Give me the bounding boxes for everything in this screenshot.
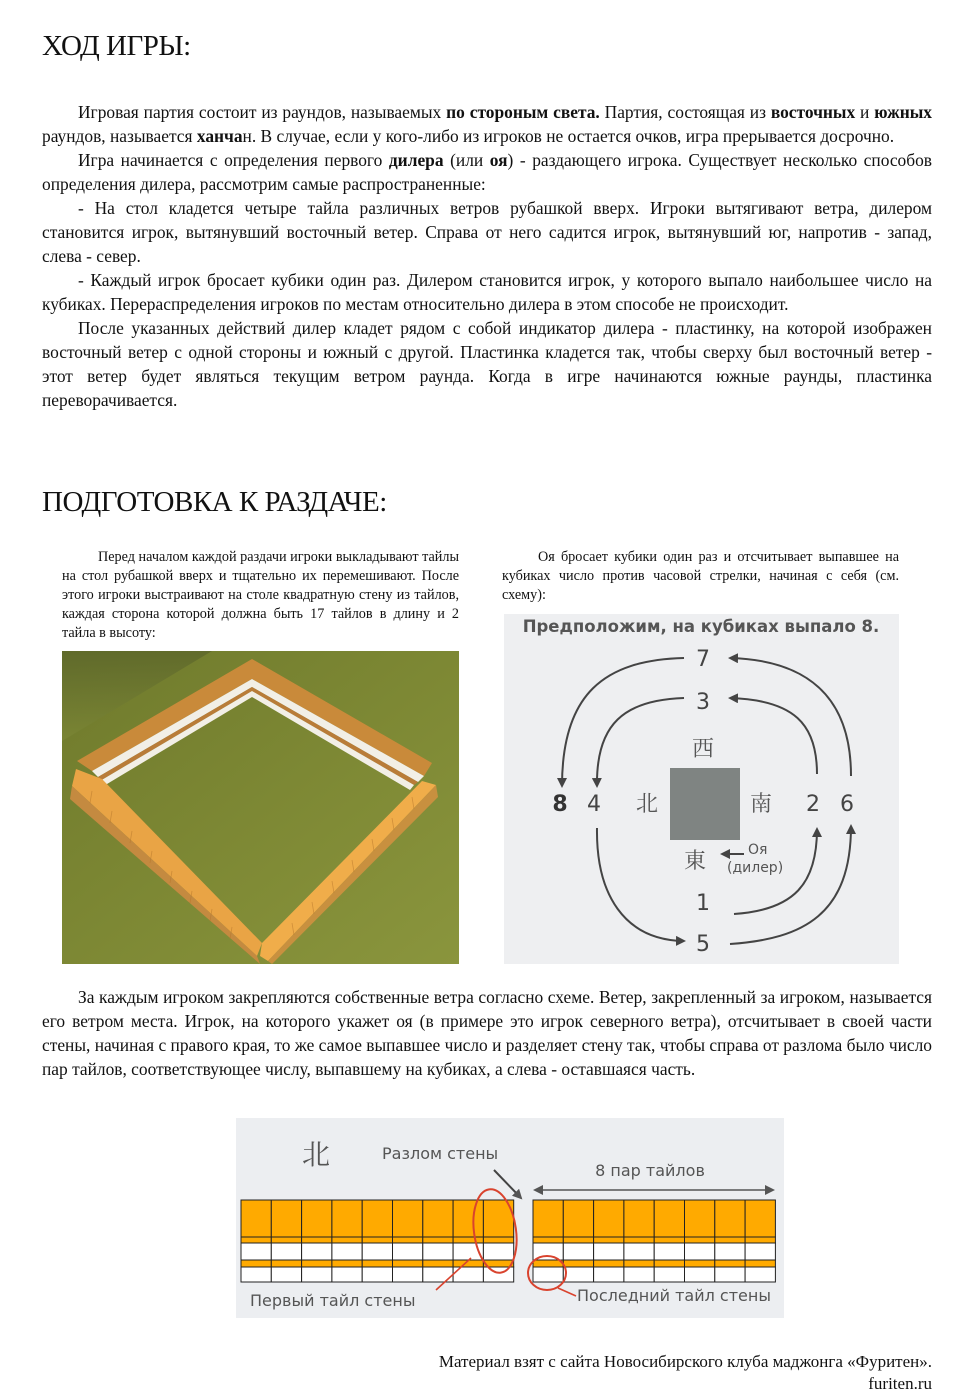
- tile-wall-photo: [62, 651, 459, 964]
- right-tile-column: [594, 1200, 624, 1282]
- left-tile-column: [393, 1200, 423, 1282]
- last-tile-pointer: [558, 1288, 576, 1296]
- paragraph-indicator: После указанных действий дилер кладет рядом с собой индикатор дилера - пластинку, на которой изображен восточный ветер с одной стороны и южный с другой. Пластинка кладется так, чтобы сверху был восточный ветер - этот ветер будет являться текущим ветром раунда. Когда в игре начинаются южные раунды, пластинка переворачивается.: [42, 318, 932, 410]
- count-4: 4: [587, 792, 601, 817]
- paragraph-dealer: Игра начинается с определения первого дилера (или оя) - раздающего игрока. Существует несколько способов определения дилера, рассмотрим самые распространенные:: [42, 150, 933, 194]
- right-tile-column: [685, 1200, 715, 1282]
- right-tile-column: [745, 1200, 775, 1282]
- count-8: 8: [552, 792, 568, 817]
- arrow-6-to-7: [730, 658, 851, 776]
- dice-diagram-title: Предположим, на кубиках выпало 8.: [522, 617, 880, 636]
- source-site: furiten.ru: [868, 1374, 932, 1393]
- table-square: [670, 768, 740, 840]
- paragraph-rounds: Игровая партия состоит из раундов, называемых по стороным света. Партия, состоящая из восточных и южных раундов, называется ханчан. В случае, если у кого-либо из игроков не остается очков, игра прерывается досрочно.: [42, 102, 932, 146]
- count-7: 7: [696, 647, 710, 672]
- break-arrow: [494, 1170, 521, 1198]
- section-title-game-flow: ХОД ИГРЫ:: [42, 30, 191, 62]
- paragraph-method-tiles: - На стол кладется четыре тайла различных ветров рубашкой вверх. Игроки вытягивают ветра, дилером становится игрок, вытянувший восточный ветер. Справа от него садится игрок, вытянувший юг, напротив - запад, слева - север.: [42, 198, 932, 266]
- dealer-label-oya: Оя: [748, 842, 768, 858]
- left-tile-column: [423, 1200, 453, 1282]
- left-tile-column: [483, 1200, 513, 1282]
- count-6: 6: [840, 792, 854, 817]
- count-1: 1: [696, 891, 710, 916]
- caption-wall-build: Перед началом каждой раздачи игроки выкладывают тайлы на стол рубашкой вверх и тщательно их перемешивают. После этого игроки выстраивают на столе квадратную стену из тайлов, каждая сторона которой должна быть 17 тайлов в длину и 2 тайла в высоту:: [62, 549, 459, 641]
- wind-east: 東: [683, 849, 707, 874]
- left-tile-column: [332, 1200, 362, 1282]
- right-tile-column: [624, 1200, 654, 1282]
- source-credit: [439, 1351, 932, 1395]
- dice-count-diagram-graphic: [504, 614, 899, 964]
- count-3: 3: [696, 690, 710, 715]
- pairs-label: 8 пар тайлов: [595, 1161, 705, 1180]
- arrow-2-to-3: [730, 698, 817, 774]
- arrow-7-to-8: [562, 658, 684, 786]
- last-tile-label: Последний тайл стены: [577, 1286, 771, 1305]
- wall-left-section: [241, 1200, 514, 1282]
- right-tile-column: [654, 1200, 684, 1282]
- right-tile-column: [715, 1200, 745, 1282]
- left-tile-column: [362, 1200, 392, 1282]
- count-2: 2: [806, 792, 820, 817]
- wall-break-diagram: [236, 1118, 784, 1318]
- wall-right-section: [533, 1200, 775, 1282]
- wall-break-diagram-graphic: [236, 1118, 784, 1318]
- right-tile-column: [563, 1200, 593, 1282]
- wind-west: 西: [691, 737, 715, 762]
- wall-break-text: За каждым игроком закрепляются собственные ветра согласно схеме. Ветер, закрепленный за игроком, называется его ветром места. Игрок, на которого укажет оя (в примере это игрок северного ветра), отсчитывает в своей части стены, начиная с правого края, то же самое выпавшее число и разделяет стену так, чтобы справа от разлома было число пар тайлов, соответствующее числу, выпавшему на кубиках, а слева - оставшаяся часть.: [42, 987, 932, 1079]
- tile-wall-photo-graphic: [62, 651, 459, 964]
- right-tile-column: [533, 1200, 563, 1282]
- wind-north: 北: [635, 792, 659, 817]
- game-flow-text: [42, 100, 932, 412]
- first-tile-label: Первый тайл стены: [250, 1291, 416, 1310]
- source-text: Материал взят с сайта Новосибирского клуба маджонга «Фуритен».: [438, 1352, 932, 1371]
- wall-wind-north: 北: [301, 1138, 331, 1171]
- count-5: 5: [696, 932, 710, 957]
- left-tile-column: [271, 1200, 301, 1282]
- caption-dice-count: Оя бросает кубики один раз и отсчитывает выпавшее на кубиках число против часовой стрелки, начиная с себя (см. схему):: [502, 549, 899, 603]
- wind-south: 南: [749, 792, 773, 817]
- break-label: Разлом стены: [382, 1144, 499, 1163]
- left-tile-column: [241, 1200, 271, 1282]
- paragraph-method-dice: - Каждый игрок бросает кубики один раз. Дилером становится игрок, у которого выпало наибольшее число на кубиках. Перераспределения игроков по местам относительно дилера в этом способе не происходит.: [42, 270, 932, 314]
- dice-count-diagram: [504, 614, 899, 964]
- left-tile-column: [302, 1200, 332, 1282]
- arrow-4-to-5: [597, 828, 684, 941]
- section-title-deal-prep: ПОДГОТОВКА К РАЗДАЧЕ:: [42, 486, 387, 518]
- dealer-label-dealer: (дилер): [727, 860, 784, 876]
